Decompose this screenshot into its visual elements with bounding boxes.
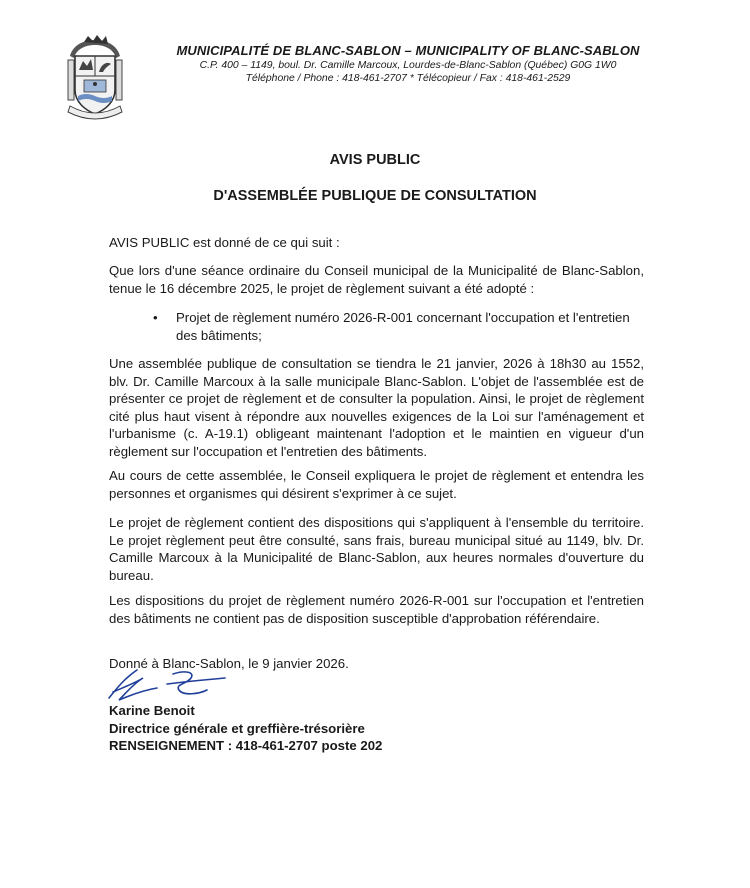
signature-block [109,702,382,755]
signatory-title: Directrice générale et greffière-trésorière [109,720,365,736]
handwritten-signature [103,664,228,706]
signatory-name: Karine Benoit [109,703,195,718]
paragraph-provisions-text: Le projet de règlement contient des dispositions qui s'appliquent à l'ensemble du territoire. Le projet règlement peut être consulté, sans frais, bureau municipal situé au 1149, blv. Dr. Camille Marcoux à la Municipalité de Blanc-Sablon, aux heures normales d'ouverture du bureau. [109,515,644,583]
municipality-contact: Téléphone / Phone : 418-461-2707 * Télécopieur / Fax : 418-461-2529 [245,73,571,84]
letterhead [148,43,668,85]
paragraph-council-text: Au cours de cette assemblée, le Conseil expliquera le projet de règlement et entendra les personnes et organismes qui désirent s'exprimer à ce sujet. [109,468,644,501]
paragraph-council [109,467,644,502]
paragraph-referendum [109,592,644,627]
bullet-marker: • [153,310,158,325]
notice-title: AVIS PUBLIC [329,152,421,168]
paragraph-assembly-text: Une assemblée publique de consultation se tiendra le 21 janvier, 2026 à 18h30 au 1552, blv. Dr. Camille Marcoux à la salle municipale Blanc-Sablon. L'objet de l'assemblée est de présenter ce projet de règlement et de consulter la population. Ainsi, le projet de règlement cité plus haut visent à répondre aux nouvelles exigences de la Loi sur l'aménagement et l'urbanisme (c. A-19.1) obligeant maintenant l'adoption et le maintien en vigueur d'un règlement sur l'occupation et l'entretien des bâtiments. [109,356,644,459]
done-at-text: Donné à Blanc-Sablon, le 9 janvier 2026. [109,656,349,671]
intro-text: AVIS PUBLIC est donné de ce qui suit : [109,235,340,250]
bullet-item-text: Projet de règlement numéro 2026-R-001 concernant l'occupation et l'entretien des bâtiments; [176,310,630,343]
notice-subtitle: D'ASSEMBLÉE PUBLIQUE DE CONSULTATION [213,188,537,204]
notice-intro [109,234,644,252]
paragraph-adoption [109,262,644,297]
paragraph-provisions [109,514,644,584]
paragraph-adoption-text: Que lors d'une séance ordinaire du Conseil municipal de la Municipalité de Blanc-Sablon, tenue le 16 décembre 2025, le projet de règlement suivant a été adopté : [109,263,644,296]
contact-info: RENSEIGNEMENT : 418-461-2707 poste 202 [109,738,383,753]
municipal-seal-logo [60,32,130,128]
paragraph-assembly [109,355,644,460]
municipality-name: MUNICIPALITÉ DE BLANC-SABLON – MUNICIPALITY OF BLANC-SABLON [176,43,640,58]
municipality-address: C.P. 400 – 1149, boul. Dr. Camille Marcoux, Lourdes-de-Blanc-Sablon (Québec) G0G 1W0 [199,60,617,71]
bullet-item [153,309,645,344]
paragraph-referendum-text: Les dispositions du projet de règlement numéro 2026-R-001 sur l'occupation et l'entretien des bâtiments ne contient pas de disposition susceptible d'approbation référendaire. [109,593,644,626]
